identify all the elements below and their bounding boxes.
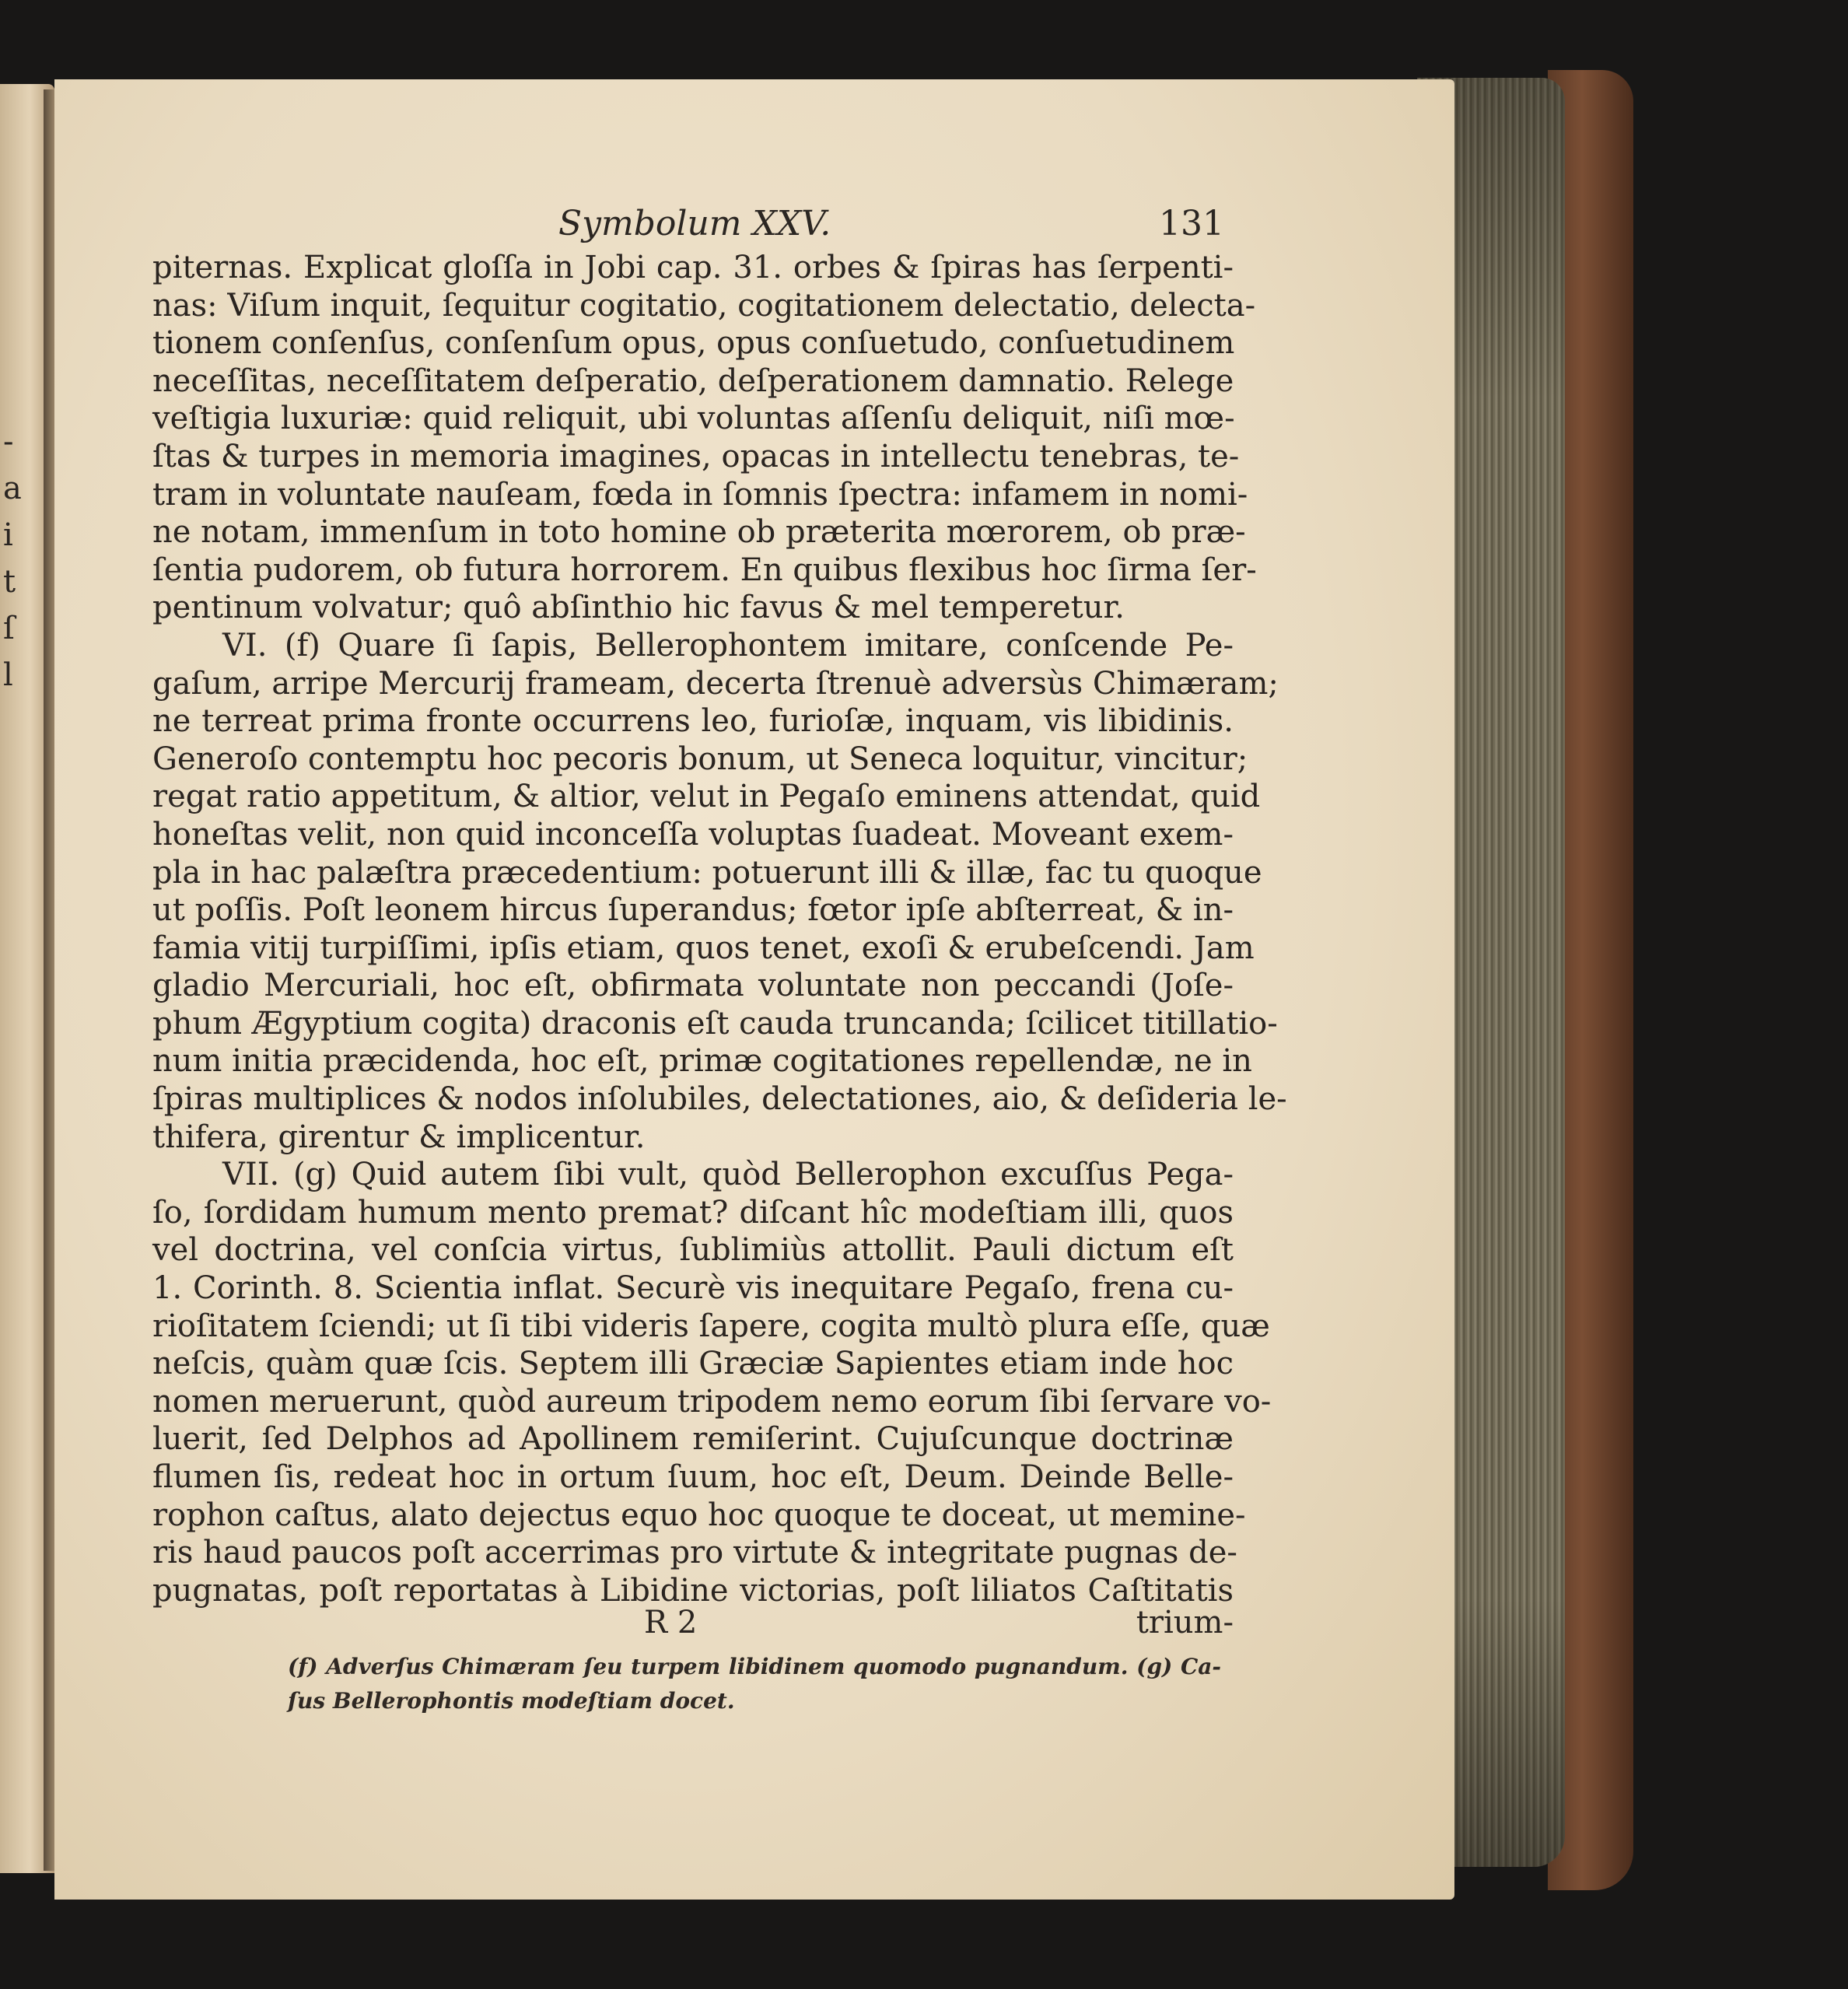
text-line: rophon caſtus, alato dejectus equo hoc quoque te doceat, ut memine- [152, 1497, 1246, 1533]
catchword: trium- [1136, 1605, 1234, 1641]
text-line: pugnatas, poſt reportatas à Libidine victorias, poſt liliatos Caſtitatis [152, 1572, 1234, 1609]
text-line: ſentia pudorem, ob futura horrorem. En quibus flexibus hoc ſirma ſer- [152, 552, 1257, 588]
text-line: gaſum, arripe Mercurij frameam, decerta ſtrenuè adversùs Chimæram; [152, 665, 1279, 702]
text-line: num initia præcidenda, hoc eſt, primæ cogitationes repellendæ, ne in [152, 1043, 1252, 1080]
text-line: nas: Viſum inquit, ſequitur cogitatio, cogitationem delectatio, delecta- [152, 287, 1256, 324]
text-line: vel doctrina, vel conſcia virtus, ſublimiùs attollit. Pauli dictum eſt [152, 1232, 1234, 1269]
fragment: a [3, 471, 22, 506]
page-number: 131 [1159, 204, 1224, 243]
previous-page-text-fragments [3, 418, 26, 699]
text-line: neceſſitas, neceſſitatem deſperatio, deſperationem damnatio. Relege [152, 362, 1234, 399]
text-line: 1. Corinth. 8. Scientia inflat. Securè vis inequitare Pegaſo, frena cu- [152, 1270, 1234, 1307]
fragment: - [3, 424, 14, 460]
text-line: phum Ægyptium cogita) draconis eſt cauda truncanda; ſcilicet titillatio- [152, 1005, 1278, 1042]
text-line: ſus Bellerophontis modeſtiam docet. [288, 1688, 735, 1714]
text-line: ne terreat prima fronte occurrens leo, furioſæ, inquam, vis libidinis. [152, 703, 1234, 740]
text-line: ris haud paucos poſt accerrimas pro virtute & integritate pugnas de- [152, 1535, 1237, 1571]
text-line: luerit, ſed Delphos ad Apollinem remiſerint. Cujuſcunque doctrinæ [152, 1421, 1234, 1458]
text-line: honeſtas velit, non quid inconceſſa voluptas ſuadeat. Moveant exem- [152, 816, 1234, 853]
text-line: veſtigia luxuriæ: quid reliquit, ubi voluntas aſſenſu deliquit, niſi mœ- [152, 401, 1235, 437]
text-line: ſo, ſordidam humum mento premat? diſcant hîc modeſtiam illi, quos [152, 1194, 1234, 1231]
text-line: ut poſſis. Poſt leonem hircus ſuperandus; fœtor ipſe abſterreat, & in- [152, 892, 1234, 929]
text-line: piternas. Explicat gloſſa in Jobi cap. 31. orbes & ſpiras has ſerpenti- [152, 250, 1234, 285]
fragment: i [3, 517, 13, 553]
text-line: ſpiras multiplices & nodos inſolubiles, delectationes, aio, & deſideria le- [152, 1081, 1287, 1118]
text-line: Generoſo contemptu hoc pecoris bonum, ut Seneca loquitur, vincitur; [152, 741, 1248, 777]
text-line: tram in voluntate nauſeam, fœda in ſomnis ſpectra: infamem in nomi- [152, 476, 1248, 513]
text-line: pentinum volvatur; quô abſinthio hic favus & mel temperetur. [152, 590, 1125, 626]
fragment: ſ [3, 611, 15, 646]
text-line: VII. (g) Quid autem ſibi vult, quòd Bellerophon excuſſus Pega- [222, 1157, 1234, 1193]
text-line: famia vitij turpiſſimi, ipſis etiam, quos tenet, exoſi & erubeſcendi. Jam [152, 930, 1255, 966]
text-line: tionem conſenſus, conſenſum opus, opus conſuetudo, conſuetudinem [152, 325, 1235, 362]
footnotes [288, 1650, 1221, 1718]
text-line: rioſitatem ſciendi; ut ſi tibi videris ſapere, cogita multò plura eſſe, quæ [152, 1308, 1270, 1344]
text-line: pla in hac palæſtra præcedentium: potuerunt illi & illæ, fac tu quoque [152, 854, 1262, 891]
text-line: regat ratio appetitum, & altior, velut in Pegaſo eminens attendat, quid [152, 779, 1261, 815]
signature-line [152, 1605, 1234, 1644]
fragment: l [3, 657, 13, 693]
text-line: (f) Adverſus Chimæram ſeu turpem libidinem quomodo pugnandum. (g) Ca- [288, 1654, 1221, 1679]
text-line: nomen meruerunt, quòd aureum tripodem nemo eorum ſibi ſervare vo- [152, 1383, 1272, 1420]
text-line: ne notam, immenſum in toto homine ob præterita mœrorem, ob præ- [152, 514, 1246, 551]
text-line: ſtas & turpes in memoria imagines, opacas in intellectu tenebras, te- [152, 438, 1240, 474]
text-line: gladio Mercuriali, hoc eſt, obfirmata voluntate non peccandi (Joſe- [152, 968, 1234, 1004]
body-text [152, 249, 1287, 1609]
text-line: thifera, girentur & implicentur. [152, 1119, 646, 1155]
fragment: t [3, 564, 16, 600]
text-line: flumen ſis, redeat hoc in ortum ſuum, hoc eſt, Deum. Deinde Belle- [152, 1459, 1234, 1495]
text-line: VI. (f) Quare ſi ſapis, Bellerophontem imitare, conſcende Pe- [222, 627, 1234, 664]
running-head-title: Symbolum XXV. [558, 204, 831, 243]
running-head [544, 204, 1260, 250]
signature-mark: R 2 [644, 1605, 698, 1641]
text-line: neſcis, quàm quæ ſcis. Septem illi Græciæ Sapientes etiam inde hoc [152, 1346, 1234, 1382]
